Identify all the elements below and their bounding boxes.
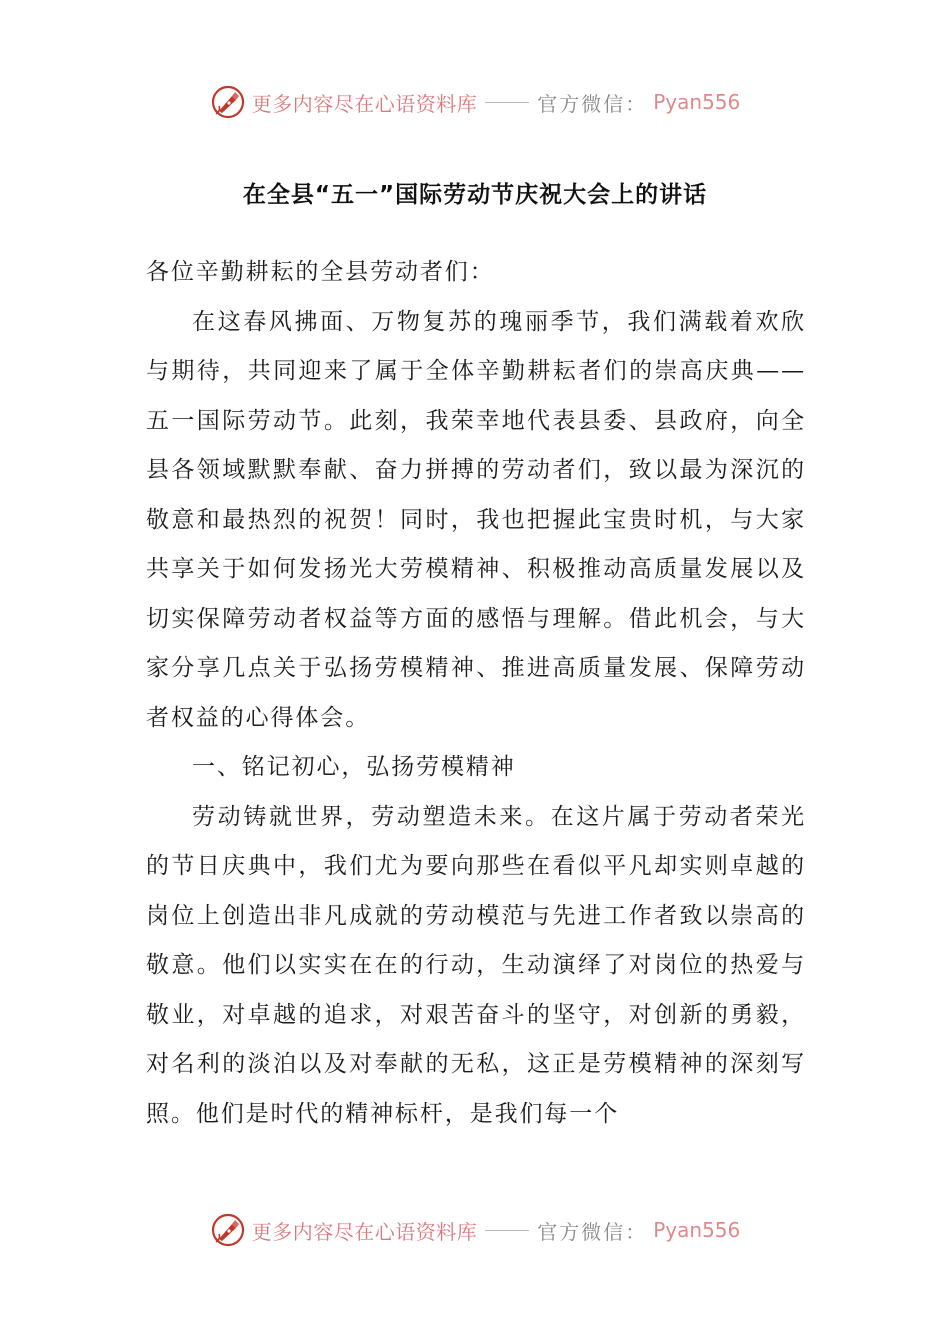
pen-nib-logo-icon: [210, 1212, 246, 1248]
banner-text: 更多内容尽在心语资料库: [251, 1219, 478, 1244]
banner-wechat-id: Pyan556: [653, 90, 741, 114]
footer-banner: [0, 1208, 950, 1252]
document-title: 在全县“五一”国际劳动节庆祝大会上的讲话: [242, 182, 708, 208]
salutation: 各位辛勤耕耘的全县劳动者们：: [146, 259, 495, 285]
banner-dash: [485, 1230, 529, 1231]
section-heading: 一、铭记初心，弘扬劳模精神: [192, 754, 516, 780]
header-banner: [0, 80, 950, 124]
paragraph: 劳动铸就世界，劳动塑造未来。在这片属于劳动者荣光的节日庆典中，我们尤为要向那些在看似平凡却实则卓越的岗位上创造出非凡成就的劳动模范与先进工作者致以崇高的敬意。他们以实实在在的行动，生动演绎了对岗位的热爱与敬业，对卓越的追求，对艰苦奋斗的坚守，对创新的勇毅，对名利的淡泊以及对奉献的无私，这正是劳模精神的深刻写照。他们是时代的精神标杆，是我们每一个: [146, 803, 806, 1127]
banner-wechat-label: 官方微信：: [537, 91, 648, 116]
paragraph: 在这春风拂面、万物复苏的瑰丽季节，我们满载着欢欣与期待，共同迎来了属于全体辛勤耕耘者们的崇高庆典——五一国际劳动节。此刻，我荣幸地代表县委、县政府，向全县各领域默默奉献、奋力拼搏的劳动者们，致以最为深沉的敬意和最热烈的祝贺！同时，我也把握此宝贵时机，与大家共享关于如何发扬光大劳模精神、积极推动高质量发展以及切实保障劳动者权益等方面的感悟与理解。借此机会，与大家分享几点关于弘扬劳模精神、推进高质量发展、保障劳动者权益的心得体会。: [146, 308, 806, 731]
pen-nib-logo-icon: [210, 84, 246, 120]
banner-text: 更多内容尽在心语资料库: [251, 91, 478, 116]
banner-wechat-id: Pyan556: [653, 1218, 741, 1242]
document-body: [146, 248, 806, 1139]
banner-wechat-label: 官方微信：: [537, 1219, 648, 1244]
banner-dash: [485, 102, 529, 103]
